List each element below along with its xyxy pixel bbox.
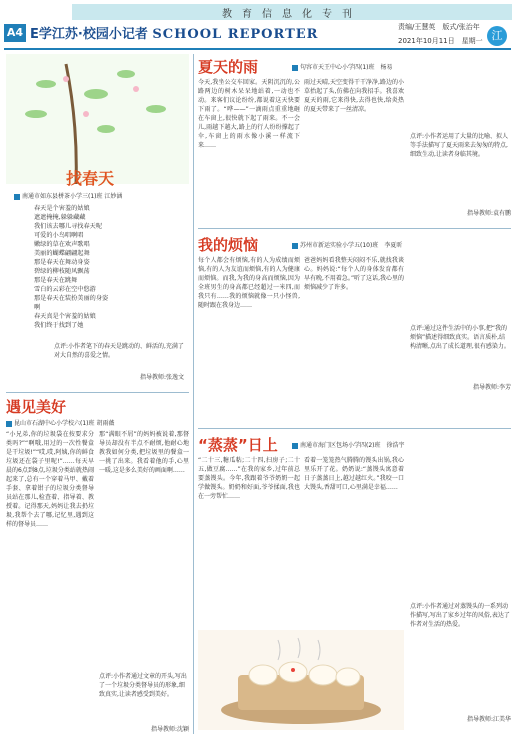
location-pin-icon: [292, 243, 298, 249]
poem-line: 雪白的云彩在空中悠游: [34, 286, 96, 293]
location-pin-icon: [14, 194, 20, 200]
poem-line: 那是春天在装扮美丽的身姿: [34, 295, 109, 302]
spring-illustration: [6, 54, 189, 184]
summer-rain-body-2: 雨过天晴,天空变得干干净净,路边的小草抬起了头,仿佛在向我招手。我喜欢夏天的雨,它来得快,去得也快,给炎热的夏天带来了一丝清凉。: [304, 79, 404, 113]
spring-byline: [14, 191, 122, 200]
article-spring: [6, 54, 189, 389]
trouble-title: 我的烦恼: [198, 236, 259, 254]
editor-credit: 责编/王慧英 版式/张治年: [398, 23, 480, 31]
trouble-author: 李夏昕: [384, 242, 403, 249]
masthead-en: SCHOOL REPORTER: [152, 27, 319, 42]
poem-line: 那是春天在舞动身姿: [34, 259, 90, 266]
poem-line: 春天是个害羞的姑娘: [34, 205, 90, 212]
issue-date: 2021年10月11日 星期一: [398, 37, 483, 45]
poem-line: 碧绿的柳枝随风飘荡: [34, 268, 90, 275]
fathers-love-teacher: 指导教师:沈颖: [150, 726, 189, 733]
trouble-school: 苏州市新运实验小学五(10)班: [300, 242, 379, 249]
article-fathers-love: [6, 396, 189, 736]
banner-text: 教育信息化专刊: [222, 9, 362, 20]
trouble-comment: 点评:通过这件生活中的小事,把“我的烦恼”描述得细致真实。语言质朴,结构清晰,点出了成长道理,很有感染力。: [410, 325, 510, 350]
summer-rain-body: 今天,我坐公交车回家。天阴沉沉的,公路两边的树木呆呆地站着,一动也不动。来客们议论纷纷,都说着这天快要下雨了。“哗——”一滴雨点重重地砸在车窗上,很快就下起了雨来。不一会儿,雨越下越大,路上的行人纷纷撑起了伞,车窗上的雨水像小溪一样流下来……: [198, 79, 300, 149]
steam-byline: [292, 440, 405, 449]
article-summer-rain: [198, 54, 511, 222]
summer-rain-comment: 点评:小作者运用了大量的比喻、拟人等手法描写了夏天雨来去匆匆的特点,细致生动,让读者身临其境。: [410, 133, 509, 158]
poem-line: 春天真是个害羞的姑娘: [34, 313, 96, 320]
poem-line: 可爱的小鸟唱啊唱: [34, 232, 84, 239]
masthead-cn: E学江苏·校园小记者: [30, 27, 148, 42]
summer-rain-byline: [292, 62, 393, 71]
article-steam: [198, 432, 511, 734]
poem-line: 美丽的蝴蝶翩翩起舞: [34, 250, 90, 257]
steam-teacher: 指导教师:江美华: [466, 716, 511, 723]
divider: [198, 428, 511, 429]
steam-title: “蒸蒸”日上: [198, 436, 278, 454]
fathers-love-comment: 点评:小作者通过文章的开头,写出了一个垃圾分类督导员的形象,细致真实,让读者感受到美好。: [99, 673, 187, 698]
trouble-body: 每个人都会有烦恼,有的人为成绩而烦恼,有的人为友谊而烦恼,有的人为健康而烦恼。而我,为我的身高而烦恼,因为全班男生的身高都已经超过一米四,而我只有……我的烦恼就像一只小怪兽,随时跟在我身边……: [198, 257, 300, 309]
spring-poem: [34, 204, 184, 330]
spring-teacher: 指导教师:张逸文: [139, 374, 184, 381]
fathers-love-title: 遇见美好: [6, 398, 67, 416]
page-number: A4: [4, 24, 26, 42]
trouble-byline: [292, 240, 402, 249]
summer-rain-title: 夏天的雨: [198, 58, 259, 76]
masthead: [30, 23, 318, 42]
divider: [6, 392, 189, 393]
fathers-love-body: “小兄弟,你的垃圾袋在按要求分类吗?”“啊哦,用过的一次性餐盒是干垃圾!”“哎,哎,阿姨,你的鲜食垃圾还在袋子里呢!”……每天早晨的6点到8点,垃圾分类站就热闹起来了,总有一个穿着马甲、戴着手套、拿着钳子的垃圾分类督导员站在那儿,检查着、指导着、教授着。记得那天,妈妈让我去扔垃圾,我帮个去了哪,记忆里,遇到这样的督导员……: [6, 431, 94, 528]
poem-line: 我们终于找到了她: [34, 322, 84, 329]
page-header: [0, 0, 515, 50]
poem-line: 我们该去哪儿寻找春天呢: [34, 223, 103, 230]
steam-body-2: 看着一笼笼热气腾腾的馒头出锅,我心里乐开了花。奶奶说:“蒸馒头寓意着日子蒸蒸日上,越过越红火。”我咬一口大馒头,香甜可口,心里满是幸福……: [304, 457, 404, 491]
location-pin-icon: [292, 443, 298, 449]
fathers-love-author: 胡雨薇: [96, 420, 115, 427]
poem-line: 遮遮掩掩,躲躲藏藏: [34, 214, 86, 221]
summer-rain-author: 杨易: [380, 64, 393, 71]
fathers-love-school: 昆山市石湖中心小学校六(1)班: [14, 420, 95, 427]
spring-comment: 点评:小作者笔下的春天是跳动的、鲜活的,充满了对大自然的喜爱之情。: [54, 343, 184, 359]
location-pin-icon: [6, 421, 12, 427]
trouble-body-2: 爸爸妈妈看我整天闷闷不乐,就找我谈心。妈妈说:“每个人的身体发育都有早有晚,不用着急。”听了这话,我心里的烦恼减少了许多。: [304, 257, 404, 291]
poem-line: 啊: [34, 304, 41, 311]
steam-author: 徐浩宇: [386, 442, 405, 449]
header-banner: [72, 4, 512, 20]
steam-school: 南通市海门区包场小学四(2)班: [300, 442, 381, 449]
column-divider: [193, 54, 194, 734]
poem-line: 那是春天在跳舞: [34, 277, 78, 284]
spring-author: 江妙涵: [104, 193, 123, 200]
location-pin-icon: [292, 65, 298, 71]
summer-rain-school: 句容市天王中心小学四(1)班: [300, 64, 375, 71]
divider: [198, 228, 511, 229]
steam-body: “二十三,糖瓜粘;二十四,扫房子;二十五,做豆腐……”在我的家乡,过年前总要蒸馒头。今年,我跟着爷爷奶奶一起学做馒头。奶奶和好面,爷爷揉面,我也在一旁帮忙……: [198, 457, 300, 500]
steamed-bun-illustration: [198, 630, 404, 730]
spring-school: 南通市如东县栟茶小学三(1)班: [22, 193, 103, 200]
steam-comment: 点评:小作者通过对蒸馒头的一系列动作描写,写出了家乡过年的风俗,表达了作者对生活的热爱。: [410, 603, 510, 628]
fathers-love-byline: [6, 418, 114, 427]
header-rule: [4, 48, 511, 50]
fathers-love-body-2: 那“满眼不屑”的妈妈被说着,那督导员却没有半点不耐烦,他耐心地教我如何分类,把垃圾里的餐盒一一挑了出来。我看着他的手,心里一暖,这是多么美好的画面啊……: [99, 431, 189, 474]
poem-line: 嫩绿的草在欢声歌唱: [34, 241, 90, 248]
trouble-teacher: 指导教师:李芳: [472, 384, 511, 391]
article-trouble: [198, 232, 511, 424]
summer-rain-teacher: 指导教师:袁有鹏: [466, 210, 511, 217]
spring-title: 找春天: [66, 169, 115, 188]
section-logo: 江: [487, 26, 507, 46]
